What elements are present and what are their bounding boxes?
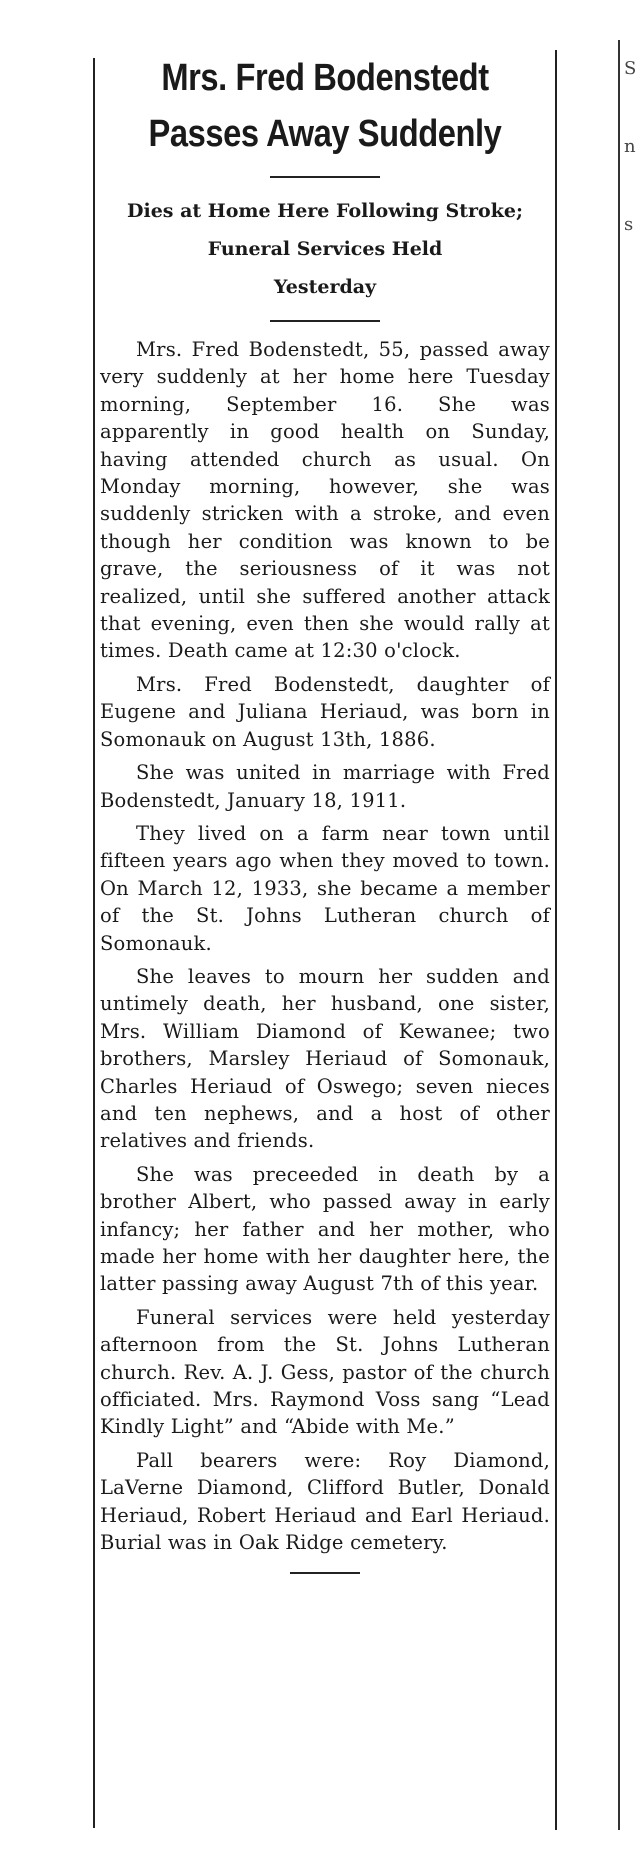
adjacent-column-fragment bbox=[624, 60, 636, 294]
adjacent-column-rule bbox=[618, 40, 620, 1830]
headline-line: Mrs. Fred Bodenstedt bbox=[161, 57, 489, 99]
right-column-rule bbox=[555, 50, 557, 1830]
headline-divider bbox=[270, 176, 380, 178]
paragraph: She was preceeded in death by a brother Albert, who passed away in early infancy; her father and her mother, who made her home with her daughter here, the latter passing away August 7th of this year. bbox=[100, 1162, 550, 1296]
headline-line: Passes Away Suddenly bbox=[148, 113, 502, 155]
paragraph: Mrs. Fred Bodenstedt, daughter of Eugene and Juliana Heriaud, was born in Somonauk on August 13th, 1886. bbox=[100, 672, 550, 751]
subheadline-divider bbox=[270, 320, 380, 322]
subheadline-line: Funeral Services Held bbox=[207, 238, 443, 260]
end-divider bbox=[290, 1572, 360, 1574]
paragraph: Mrs. Fred Bodenstedt, 55, passed away very suddenly at her home here Tuesday morning, September 16. She was apparently in good health on Sunday, having attended church as usual. On Monday morning, however, she was suddenly stricken with a stroke, and even though her condition was known to be grave, the seriousness of it was not realized, until she suffered another attack that evening, even then she would rally at times. Death came at 12:30 o'clock. bbox=[100, 338, 550, 663]
subheadline bbox=[100, 192, 550, 306]
paragraph: They lived on a farm near town until fifteen years ago when they moved to town. On March 12, 1933, she became a member of the St. Johns Lutheran church of Somonauk. bbox=[100, 821, 550, 955]
article-body bbox=[100, 336, 550, 1556]
subheadline-line: Dies at Home Here Following Stroke; bbox=[127, 200, 523, 222]
adjacent-letter: S bbox=[624, 58, 636, 79]
paragraph: She leaves to mourn her sudden and untimely death, her husband, one sister, Mrs. William Diamond of Kewanee; two brothers, Marsley Heriaud of Somonauk, Charles Heriaud of Oswego; seven nieces and ten nephews, and a host of other relatives and friends. bbox=[100, 964, 550, 1153]
headline bbox=[132, 50, 519, 162]
left-column-rule bbox=[93, 58, 95, 1828]
adjacent-letter: n bbox=[624, 136, 636, 157]
adjacent-letter: s bbox=[624, 214, 634, 235]
paragraph: Pall bearers were: Roy Diamond, LaVerne Diamond, Clifford Butler, Donald Heriaud, Robert Heriaud and Earl Heriaud. Burial was in Oak Ridge cemetery. bbox=[100, 1448, 550, 1555]
obituary-clipping bbox=[100, 50, 550, 1574]
paragraph: Funeral services were held yesterday afternoon from the St. Johns Lutheran church. Rev. A. J. Gess, pastor of the church officiated. Mrs. Raymond Voss sang “Lead Kindly Light” and “Abide with Me.” bbox=[100, 1305, 550, 1439]
subheadline-line: Yesterday bbox=[273, 276, 377, 298]
paragraph: She was united in marriage with Fred Bodenstedt, January 18, 1911. bbox=[100, 761, 550, 812]
